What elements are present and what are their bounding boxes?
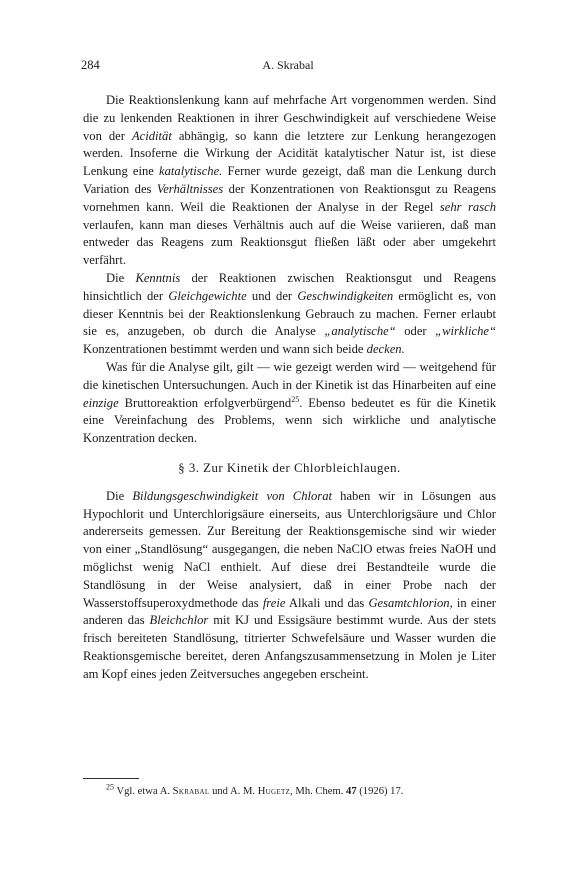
- text-run: Ferner wurde gezeigt, daß man die Lenkung durch Variation des: [83, 164, 496, 196]
- footnote: [83, 782, 496, 797]
- text-run: Hugetz: [257, 786, 291, 797]
- text-run: decken.: [366, 342, 405, 357]
- footnote-rule: [83, 778, 139, 779]
- text-run: ermöglicht es, von dieser Kenntnis bei der Reaktionslenkung Gebrauch zu machen. Ferner erlaubt sie es, anzugeben, ob durch die Analyse: [83, 288, 496, 339]
- text-run: , Mh. Chem.: [290, 786, 347, 797]
- paragraph-2: [83, 270, 496, 359]
- page-number: 284: [81, 58, 100, 72]
- text-run: Bildungsgeschwindigkeit von Chlorat: [132, 488, 332, 503]
- text-run: mit KJ und Essigsäure bestimmt wurde. Aus der stets frisch bereiteten Standlösung, titrierter Schwefelsäure und Wasser wurden die Reaktionsgemische bereitet, deren Anfangszusammensetzung in Molen je Liter am Kopf eines jeden Zeitversuches angegeben erscheint.: [83, 613, 496, 681]
- text-run: Gleichgewichte: [168, 288, 247, 303]
- text-run: sehr rasch: [439, 199, 497, 214]
- text-run: Verhältnisses: [156, 181, 224, 196]
- footnote-marker: 25: [106, 782, 114, 792]
- text-run: und der: [246, 288, 298, 303]
- text-run: Die Reaktionslenkung kann auf mehrfache Art vorgenommen werden. Sind die zu lenkenden Reaktionen in ihrer Geschwindigkeit auf verschiedene Weise von der: [83, 93, 496, 143]
- text-run: der Konzentrationen von Reaktionsgut zu Reagens vornehmen kann. Weil die Reaktionen der Analyse in der Regel: [83, 181, 496, 214]
- text-run: einzige: [83, 395, 119, 410]
- text-run: . Ebenso bedeutet es für die Kinetik eine Vereinfachung des Problems, wenn sich wirkliche und analytische Konzentration decken.: [83, 395, 497, 446]
- text-run: Konzentrationen bestimmt werden und wann sich beide: [83, 342, 367, 357]
- text-run: und A. M.: [209, 786, 258, 797]
- text-run: „analytische“: [324, 324, 396, 339]
- text-run: oder: [395, 324, 436, 339]
- text-run: Skrabal: [172, 786, 210, 797]
- text-run: in einer anderen das: [83, 595, 497, 628]
- text-run: freie: [262, 595, 286, 610]
- text-run: Alkali und das: [285, 595, 369, 610]
- text-run: der Reaktionen zwischen Reaktionsgut und Reagens hinsichtlich der: [83, 270, 496, 303]
- body-text: [83, 92, 496, 684]
- text-run: 47: [346, 786, 357, 797]
- text-run: haben wir in Lösungen aus Hypochlorit und Unterchlorigsäure einerseits, aus Unterchlorigsäure und Chlor andererseits gemessen. Zur Bereitung der Reaktionsgemische sind wir wieder von einer „Standlösung“ ausgegangen, die neben NaClO etwas freies NaOH und möglichst wenig NaCl enthielt. Auf diese drei Bestandteile wurde die Standlösung in der Weise analysiert, daß in einer Probe nach der Wasserstoffsuperoxydmethode das: [83, 488, 496, 610]
- text-run: Acidität: [131, 128, 172, 143]
- running-head: A. Skrabal: [262, 58, 314, 72]
- section-heading: § 3. Zur Kinetik der Chlorbleichlaugen.: [178, 460, 401, 475]
- text-run: Bleichchlor: [149, 613, 209, 628]
- text-run: Die: [106, 270, 136, 285]
- text-run: verlaufen, kann man dieses Verhältnis auch auf die Weise variieren, daß man entweder das Reagens zum Reaktionsgut fließen läßt oder aber umgekehrt verfährt.: [83, 217, 496, 268]
- text-run: Was für die Analyse gilt, gilt — wie gezeigt werden wird — weitgehend für die kinetischen Untersuchungen. Auch in der Kinetik ist das Hinarbeiten auf eine: [83, 359, 496, 392]
- paragraph-1: [83, 92, 496, 270]
- text-run: „wirkliche“: [435, 324, 496, 339]
- text-run: Geschwindigkeiten: [297, 288, 394, 303]
- text-run: Vgl. etwa A.: [114, 786, 173, 797]
- text-run: abhängig, so kann die letztere zur Lenkung herangezogen werden. Insoferne die Wirkung der Acidität katalytischer Natur ist, ist diese Lenkung eine: [83, 128, 496, 179]
- text-run: Kenntnis: [135, 270, 181, 285]
- text-run: Die: [106, 488, 133, 503]
- footnote-marker: 25: [291, 394, 300, 404]
- page-header: [81, 58, 495, 76]
- text-run: Bruttoreaktion erfolgverbürgend: [118, 395, 292, 410]
- paragraph-4: [83, 488, 496, 684]
- paragraph-3: [83, 359, 496, 448]
- text-run: (1926) 17.: [356, 786, 404, 797]
- text-run: Gesamtchlorion,: [368, 595, 453, 610]
- text-run: katalytische.: [159, 164, 223, 179]
